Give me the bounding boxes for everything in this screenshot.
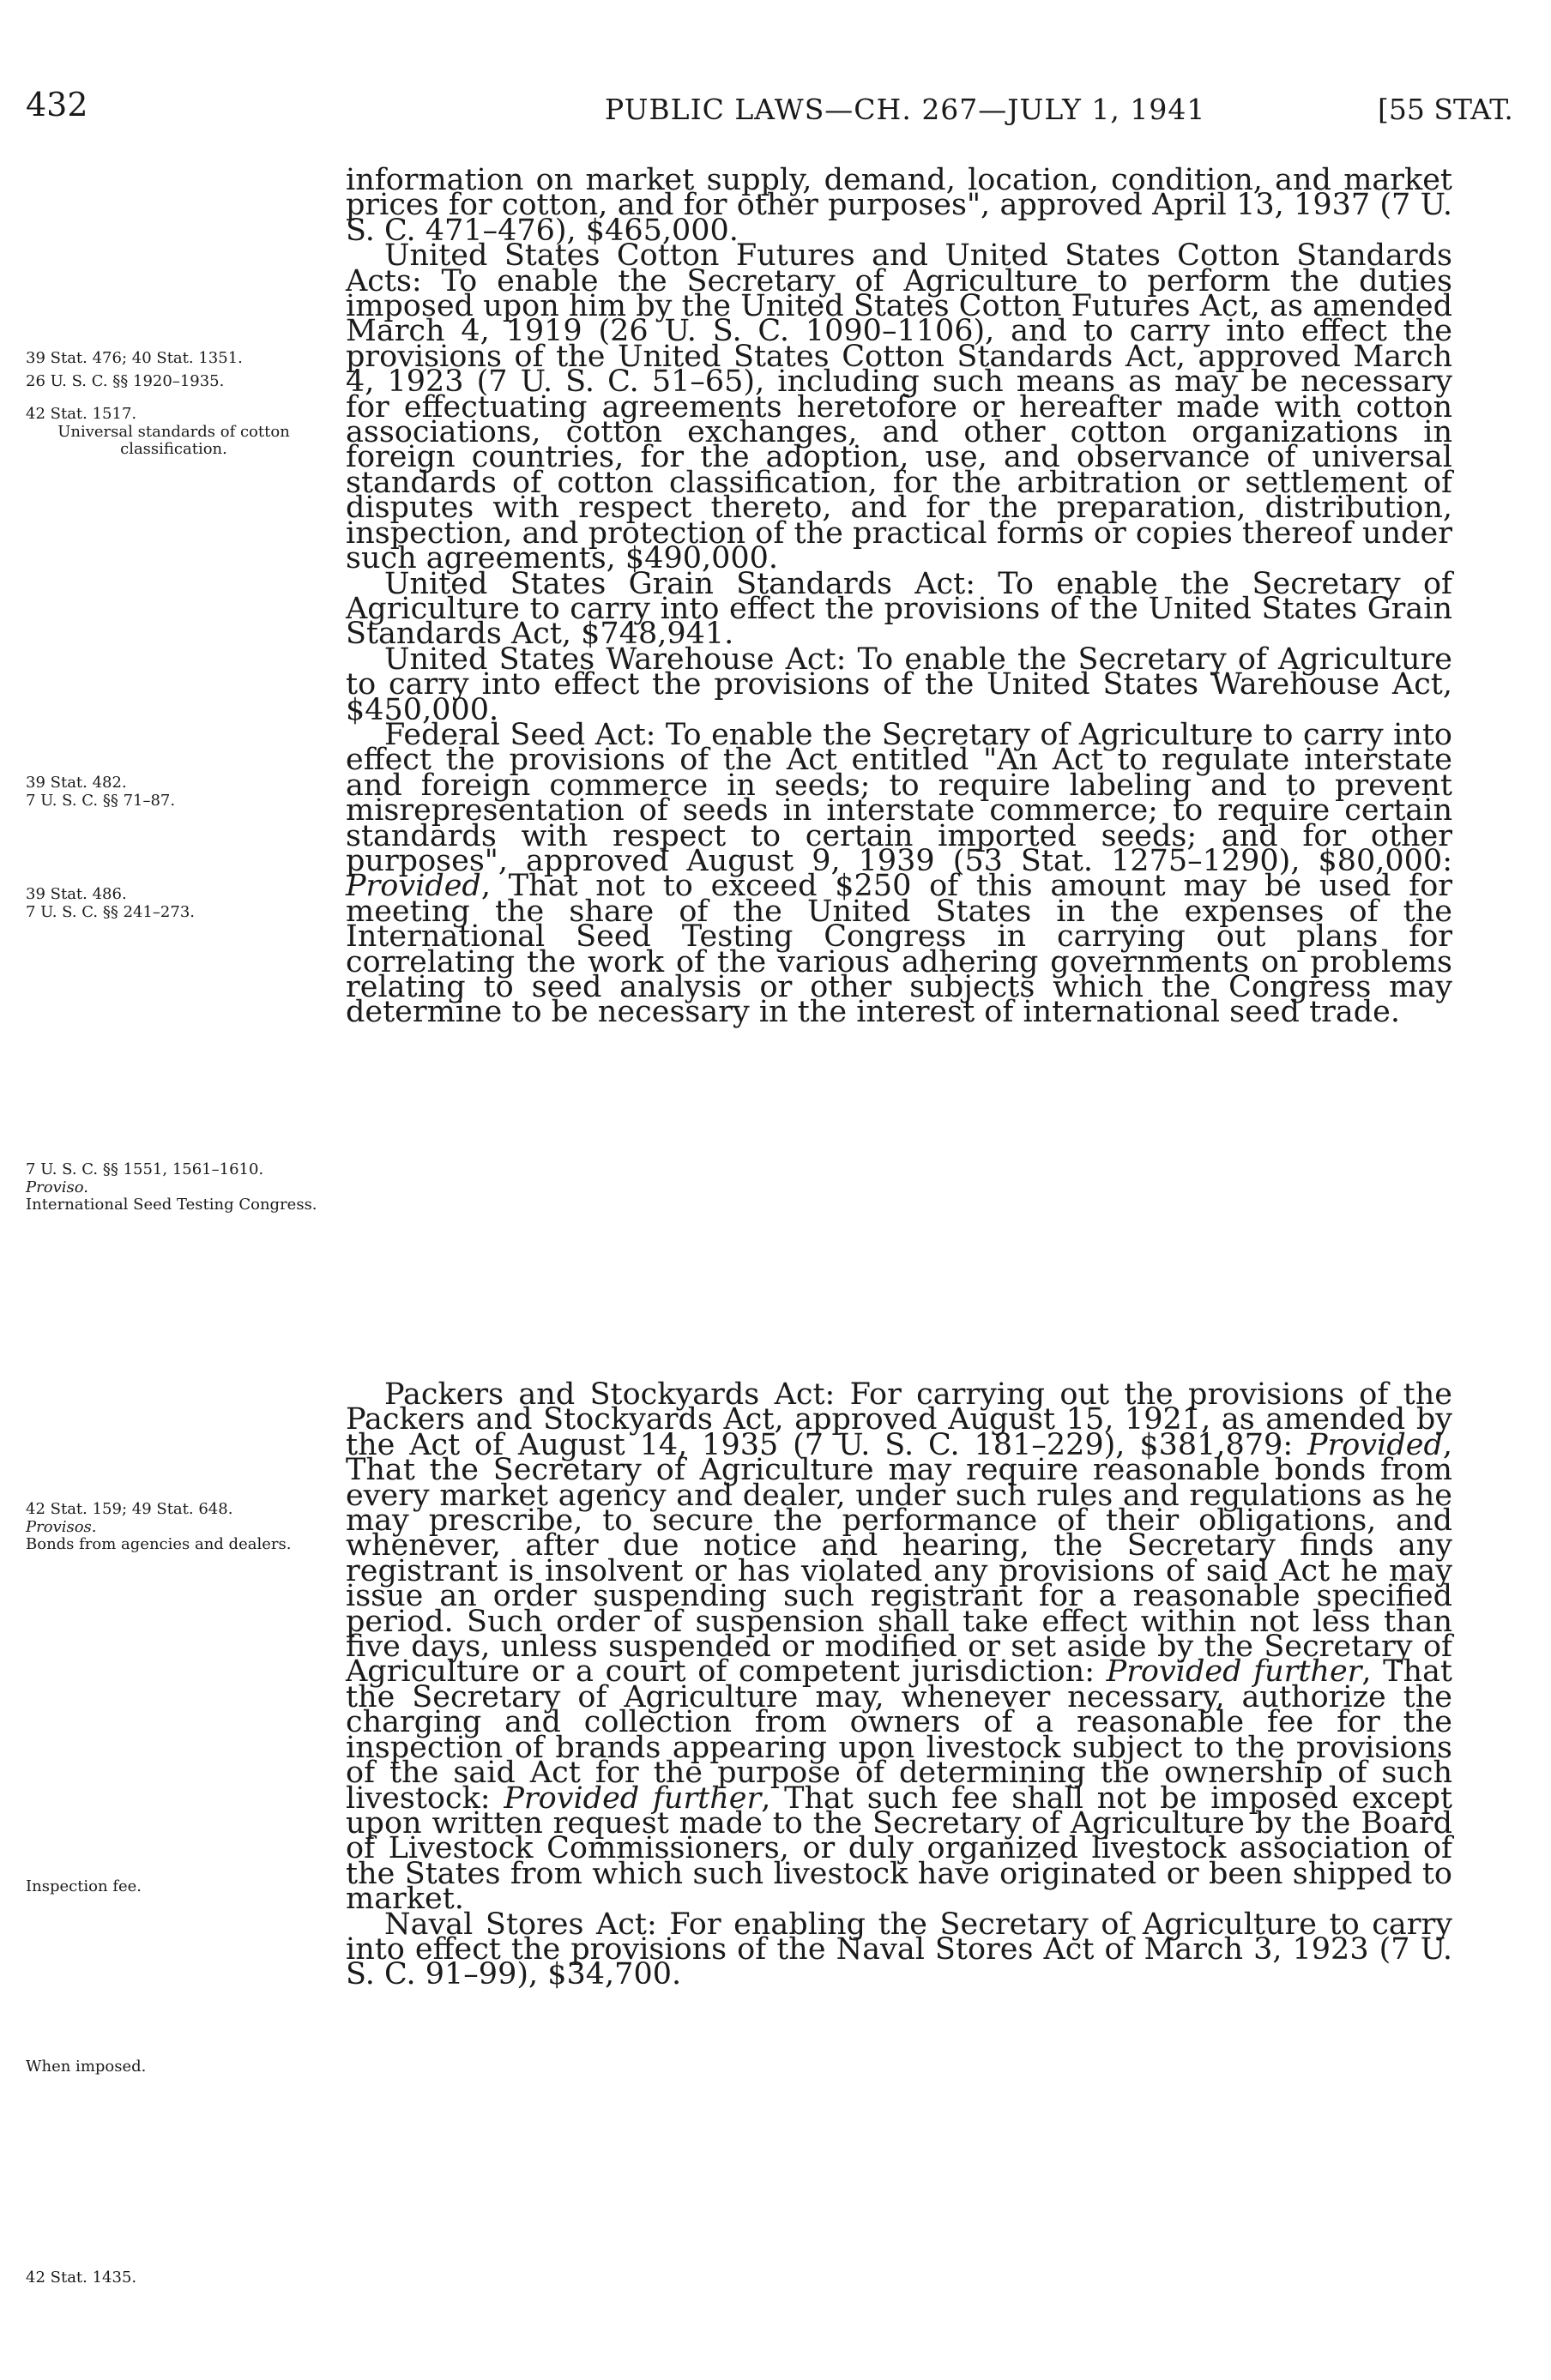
paragraph-packers-stockyards: Packers and Stockyards Act: For carrying out the provisions of the Packers and Stockyards Act, approved August 15, 1921, as amended by the Act of August 14, 1935 (7 U. S. C. 181–229), $381,879: Provided, That the Secretary of Agriculture may require reasonable bonds from every market agency and dealer, under such rules and regulations as he may prescribe, to secure the performance of their obligations, and whenever, after due notice and hearing, the Secretary finds any registrant is insolvent or has violated any provisions of said Act he may issue an order suspending such registrant for a reasonable specified period. Such order of suspension shall take effect within not less than five days, unless suspended or modified or set aside by the Secretary of Agriculture or a court of competent jurisdiction: Provided further, That the Secretary of Agriculture may, whenever necessary, authorize the charging and collection from owners of a reasonable fee for the inspection of brands appearing upon livestock subject to the provisions of the said Act for the purpose of determining the ownership of such livestock: Provided further, That such fee shall not be imposed except upon written request made to the Secretary of Agriculture by the Board of Livestock Commissioners, or duly organized livestock association of the States from which such livestock have originated or been shipped to market. [346,1377,1453,1917]
margin-note-inspection-fee: Inspection fee. [26,1877,142,1895]
margin-note-cotton: 39 Stat. 476; 40 Stat. 1351. 26 U. S. C. §§ 1920–1935. 42 Stat. 1517. Universal standards of cotton classification. [26,349,290,458]
paragraph-federal-seed-act: Federal Seed Act: To enable the Secretary of Agriculture to carry into effect the provisions of the Act entitled "An Act to regulate interstate and foreign commerce in seeds; to require labeling and to prevent misrepresentation of seeds in interstate commerce; to require certain standards with respect to certain imported seeds; and for other purposes", approved August 9, 1939 (53 Stat. 1275–1290), $80,000: Provided, That not to exceed $250 of this amount may be used for meeting the share of the United States in the expenses of the International Seed Testing Congress in carrying out plans for correlating the work of the various adhering governments on problems relating to seed analysis or other subjects which the Congress may determine to be necessary in the interest of international seed trade. [346,717,1452,1030]
statute-reference: [55 STAT. [1378,93,1513,126]
main-text-1 [346,163,1452,1030]
margin-note-when-imposed: When imposed. [26,2058,147,2076]
margin-note-grain: 39 Stat. 482. 7 U. S. C. §§ 71–87. [26,774,176,810]
paragraph-warehouse-act: United States Warehouse Act: To enable the Secretary of Agriculture to carry into effect the provisions of the United States Warehouse Act, $450,000. [346,642,1452,727]
margin-note-naval-stores: 42 Stat. 1435. [26,2269,137,2287]
margin-note-packers: 42 Stat. 159; 49 Stat. 648. Provisos. Bonds from agencies and dealers. [26,1500,292,1553]
margin-note-seed: 7 U. S. C. §§ 1551, 1561–1610. Proviso. International Seed Testing Congress. [26,1160,317,1214]
running-title: PUBLIC LAWS—CH. 267—JULY 1, 1941 [605,93,1206,126]
margin-note-warehouse: 39 Stat. 486. 7 U. S. C. §§ 241–273. [26,885,195,921]
paragraph-market-news: information on market supply, demand, location, condition, and market prices for cotton, and for other purposes", approved April 13, 1937 (7 U. S. C. 471–476), $465,000. [346,163,1452,248]
paragraph-cotton-futures: United States Cotton Futures and United States Cotton Standards Acts: To enable the Secretary of Agriculture to perform the duties imposed upon him by the United States Cotton Futures Act, as amended March 4, 1919 (26 U. S. C. 1090–1106), and to carry into effect the provisions of the United States Cotton Standards Act, approved March 4, 1923 (7 U. S. C. 51–65), including such means as may be necessary for effectuating agreements heretofore or hereafter made with cotton associations, cotton exchanges, and other cotton organizations in foreign countries, for the adoption, use, and observance of universal standards of cotton classification, for the arbitration or settlement of disputes with respect thereto, and for the preparation, distribution, inspection, and protection of the practical forms or copies thereof under such agreements, $490,000. [346,238,1452,576]
paragraph-grain-standards: United States Grain Standards Act: To enable the Secretary of Agriculture to carry into effect the provisions of the United States Grain Standards Act, $748,941. [346,566,1452,652]
paragraph-naval-stores: Naval Stores Act: For enabling the Secretary of Agriculture to carry into effect the provisions of the Naval Stores Act of March 3, 1923 (7 U. S. C. 91–99), $34,700. [346,1907,1452,1992]
main-text-2 [346,1377,1453,1992]
page-number: 432 [26,86,88,124]
